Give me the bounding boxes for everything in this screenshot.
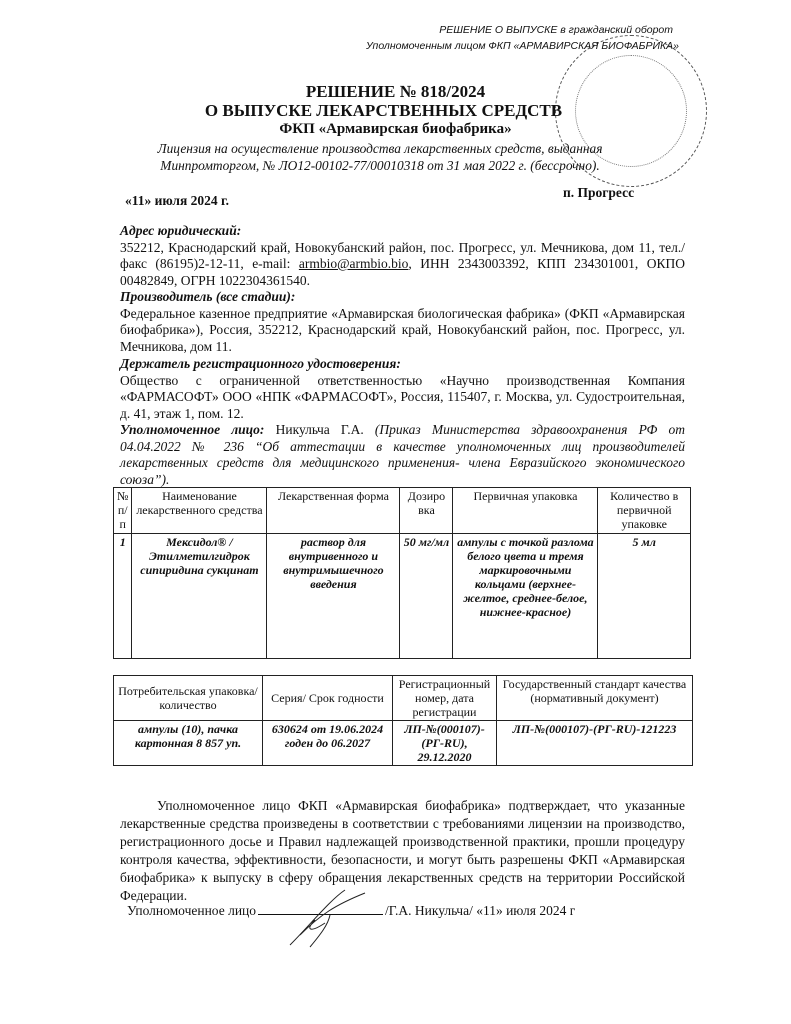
signature-name-date: /Г.А. Никульча/ «11» июля 2024 г [385, 903, 576, 918]
col-number: № п/ п [114, 488, 132, 534]
decision-subject: О ВЫПУСКЕ ЛЕКАРСТВЕННЫХ СРЕДСТВ [204, 101, 563, 120]
product-table [113, 487, 691, 659]
organization-name: ФКП «Армавирская биофабрика» [279, 121, 512, 137]
license-info: Лицензия на осуществление производства лекарственных средств, выданная Минпромторгом, № ЛО12-00102-77/00010318 от 31 мая 2022 г. (бессрочно). [157, 141, 603, 173]
holder-text: Общество с ограниченной ответственностью «Научно производственная Компания «ФАРМАСОФТ» ООО «НПК «ФАРМАСОФТ», Россия, 115407, г. Москва, ул. Судостроительная, д. 41, этаж 1, пом. 12. [120, 372, 685, 421]
cell-consumer-pack: ампулы (10), пачка картонная 8 857 уп. [114, 721, 263, 766]
col-form: Лекарственная форма [267, 488, 400, 534]
col-dosage: Дозиро вка [400, 488, 453, 534]
holder-section [120, 356, 685, 422]
cell-dosage: 50 мг/мл [400, 534, 453, 659]
col-quality-standard: Государственный стандарт качества (нормативный документ) [497, 676, 693, 721]
header-note-line2: Уполномоченным лицом ФКП «АРМАВИРСКАЯ БИОФАБРИКА» [365, 40, 679, 52]
cell-number: 1 [114, 534, 132, 659]
table-row [114, 534, 691, 659]
product-table-header [114, 488, 691, 534]
email-link[interactable]: armbio@armbio.bio [298, 256, 409, 271]
handwritten-signature-icon [270, 885, 380, 955]
authorized-person-label: Уполномоченное лицо: [120, 422, 265, 437]
manufacturer-label: Производитель (все стадии): [120, 289, 296, 304]
document-place: п. Прогресс [563, 185, 635, 200]
authorized-person-order: (Приказ Министерства здравоохранения РФ от 04.04.2022 № 236 “Об аттестации в качестве уполномоченных лиц производителей лекарственных средств для медицинского применения- члена Евразийского экономического союза”). [120, 422, 686, 487]
legal-address-text: 352212, Краснодарский край, Новокубанский район, пос. Прогресс, ул. Мечникова, дом 11, тел./факс (86195)2-12-11, e-mail: armbio@armbio.bio, ИНН 2343003392, КПП 234301001, ОКПО 00482849, ОГРН 1022304361540. [120, 239, 685, 288]
header-note-line1: РЕШЕНИЕ О ВЫПУСКЕ в гражданский оборот [439, 24, 673, 36]
signature-label: Уполномоченное лицо [127, 903, 257, 918]
col-primary-pack: Первичная упаковка [453, 488, 598, 534]
cell-reg-number: ЛП-№(000107)-(РГ-RU), 29.12.2020 [393, 721, 497, 766]
cell-name: Мексидол® / Этилметилгидрок сипиридина сукцинат [132, 534, 267, 659]
authorized-person-section [120, 422, 685, 488]
col-consumer-pack: Потребительская упаковка/количество [114, 676, 263, 721]
legal-address-section [120, 223, 685, 289]
col-series: Серия/ Срок годности [263, 676, 393, 721]
confirmation-paragraph: Уполномоченное лицо ФКП «Армавирская биофабрика» подтверждает, что указанные лекарственные средства произведены в соответствии с требованиями лицензии на производство, регистрационного досье и Правил надлежащей производственной практики, прошли процедуру контроля качества, эффективности, безопасности, и могут быть разрешены ФКП «Армавирская биофабрика» к выпуску в сферу обращения лекарственных средств на территории Российской Федерации. [120, 798, 685, 903]
release-table [113, 675, 693, 766]
col-name: Наименование лекарственного средства [132, 488, 267, 534]
table-row [114, 721, 693, 766]
cell-primary-pack: ампулы с точкой разлома белого цвета и тремя маркировочными кольцами (верхнее-желтое, среднее-белое, нижнее-красное) [453, 534, 598, 659]
authorized-person-name: Никульча Г.А. [264, 422, 375, 437]
cell-quantity: 5 мл [598, 534, 691, 659]
cell-series: 630624 от 19.06.2024 годен до 06.2027 [263, 721, 393, 766]
manufacturer-section [120, 289, 685, 355]
col-reg-number: Регистрационный номер, дата регистрации [393, 676, 497, 721]
manufacturer-text: Федеральное казенное предприятие «Армавирская биологическая фабрика» (ФКП «Армавирская биофабрика»), Россия, 352212, Краснодарский край, Новокубанский район, пос. Прогресс, ул. Мечникова, дом 11. [120, 305, 685, 354]
col-quantity: Количество в первичной упаковке [598, 488, 691, 534]
document-date: «11» июля 2024 г. [125, 193, 229, 208]
cell-quality-standard: ЛП-№(000107)-(РГ-RU)-121223 [497, 721, 693, 766]
cell-form: раствор для внутривенного и внутримышечного введения [267, 534, 400, 659]
decision-number: РЕШЕНИЕ № 818/2024 [305, 82, 486, 101]
release-table-header [114, 676, 693, 721]
holder-label: Держатель регистрационного удостоверения: [120, 356, 401, 371]
legal-address-label: Адрес юридический: [120, 223, 242, 238]
